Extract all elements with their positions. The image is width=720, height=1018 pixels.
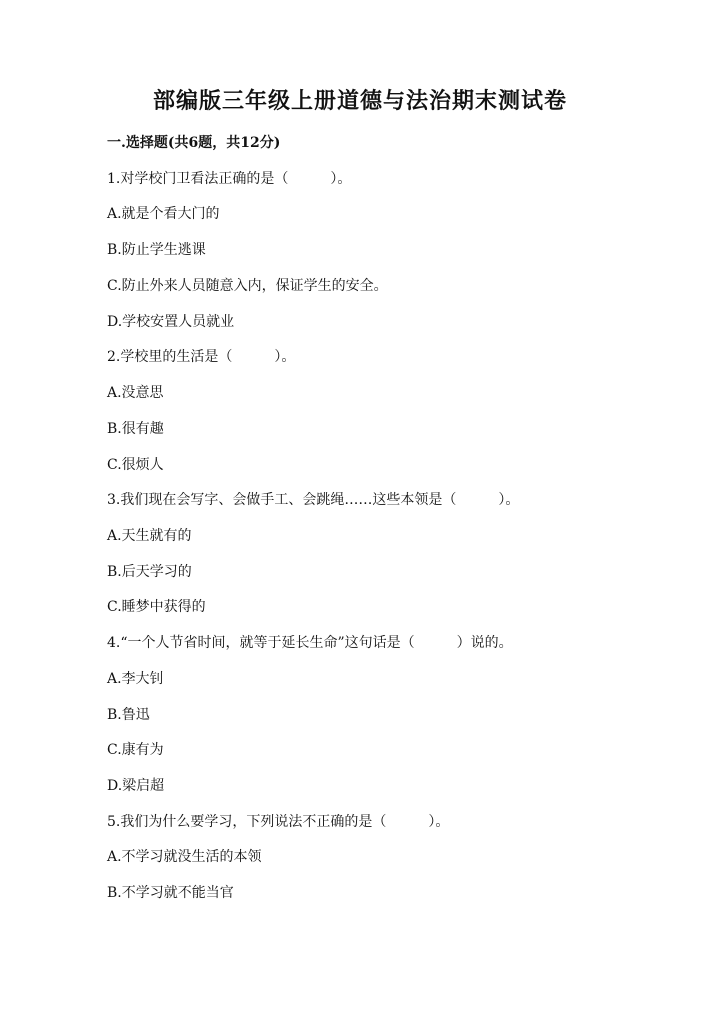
option-4b: B.鲁迅 [107,707,150,723]
question-4: 4.“一个人节省时间，就等于延长生命”这句话是（ ）说的。 [107,635,513,651]
option-1d: D.学校安置人员就业 [107,314,235,330]
option-4a: A.李大钊 [107,671,164,687]
document-title: 部编版三年级上册道德与法治期末测试卷 [152,88,567,114]
option-3b: B.后天学习的 [107,564,192,580]
section-heading: 一.选择题(共6题，共12分) [107,135,281,151]
option-2a: A.没意思 [107,385,164,401]
option-1c: C.防止外来人员随意入内，保证学生的安全。 [107,278,388,294]
option-2b: B.很有趣 [107,421,164,437]
option-3a: A.天生就有的 [107,528,192,544]
question-1: 1.对学校门卫看法正确的是（ ）。 [107,171,352,187]
question-5: 5.我们为什么要学习，下列说法不正确的是（ ）。 [107,814,450,830]
option-3c: C.睡梦中获得的 [107,599,206,615]
option-5a: A.不学习就没生活的本领 [107,849,262,865]
option-2c: C.很烦人 [107,457,164,473]
option-4d: D.梁启超 [107,778,165,794]
option-1a: A.就是个看大门的 [107,206,220,222]
option-4c: C.康有为 [107,742,164,758]
question-3: 3.我们现在会写字、会做手工、会跳绳……这些本领是（ ）。 [107,492,520,508]
question-2: 2.学校里的生活是（ ）。 [107,349,296,365]
option-1b: B.防止学生逃课 [107,242,206,258]
option-5b: B.不学习就不能当官 [107,885,234,901]
